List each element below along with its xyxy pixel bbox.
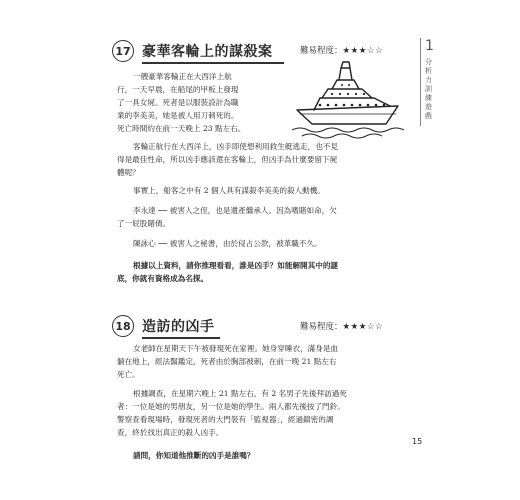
puzzle-18-title: 造訪的凶手	[142, 319, 215, 335]
fact-line: 事實上，船客之中有 2 個人具有謀殺李美美的殺人動機。	[133, 186, 325, 195]
body-line: 得是最佳性命，所以凶手應該還在客輪上，但凶手為什麼要留下屍	[117, 155, 338, 164]
intro-line: 死亡時間約在前一天晚上 23 點左右。	[117, 124, 246, 133]
intro-line: 女老師在星期天下午被發現死在家裡。她身穿睡衣，滿身是血	[133, 344, 339, 353]
body-line: 客輪正航行在大西洋上，凶手即使想利用救生艇逃走，也不見	[133, 142, 339, 151]
investigation-line: 警察查看現場時，發現死者的大門裝有「監視器」，經過鎮密的調	[117, 415, 334, 424]
intro-line: 躺在地上，經法醫鑑定，死者由於胸部被刺，在前一晚 21 點左右	[117, 357, 337, 366]
puzzle-17-difficulty	[300, 44, 383, 56]
difficulty-label: 難易程度：	[300, 322, 343, 332]
question-line: 底，你就有資格成為名探。	[117, 274, 209, 283]
intro-line: 業的李美美，她是被人用刀刺死的。	[117, 111, 239, 120]
puzzle-17-title: 豪華客輪上的謀殺案	[142, 44, 273, 60]
chapter-tab	[420, 38, 439, 126]
intro-line: 死亡。	[117, 370, 140, 379]
intro-line: 行，一天早晨，在船尾的甲板上發現	[117, 85, 239, 94]
puzzle-18-number: 18	[112, 315, 134, 337]
suspect-line: 了一屁股賭債。	[117, 219, 171, 228]
body-line: 體呢？	[117, 168, 140, 177]
difficulty-stars: ★★★☆☆	[342, 322, 384, 332]
investigation-line: 者：一位是她的男朋友，另一位是她的學生。兩人都先後按了門鈴。	[117, 402, 345, 411]
chapter-number: 1	[425, 38, 434, 54]
question-line: 根據以上資料，請你推理看看，誰是凶手？如能解開其中的謎	[133, 261, 339, 270]
investigation-line: 根據調查，在星期六晚上 21 點左右，有 2 名男子先後拜訪過死	[133, 389, 347, 398]
puzzle-17-title-underline	[142, 62, 284, 64]
page-number: 15	[412, 437, 423, 446]
intro-line: 了一具女屍。死者是以服裝設計為職	[117, 98, 239, 107]
intro-line: 一艘豪華客輪正在大西洋上航	[133, 72, 232, 81]
cruise-ship-illustration	[292, 58, 404, 140]
suspect-line: 陳詠心 ── 被害人之秘書，由於侵占公款，被革職不久。	[133, 239, 322, 248]
suspect-line: 李永達 ── 被害人之侄，也是遺產繼承人。因為嗜賭如命，欠	[133, 206, 337, 215]
puzzle-17-number: 17	[112, 40, 134, 62]
puzzle-18-difficulty	[300, 320, 383, 332]
question-line: 請問，你知道他推斷的凶手是誰嗎？	[133, 451, 255, 460]
chapter-label: 分析力訓練遊戲	[425, 58, 432, 120]
investigation-line: 查，終於找出真正的殺人凶手。	[117, 428, 224, 437]
difficulty-stars: ★★★☆☆	[342, 46, 384, 56]
puzzle-18-title-underline	[142, 337, 220, 339]
difficulty-label: 難易程度：	[300, 46, 343, 56]
